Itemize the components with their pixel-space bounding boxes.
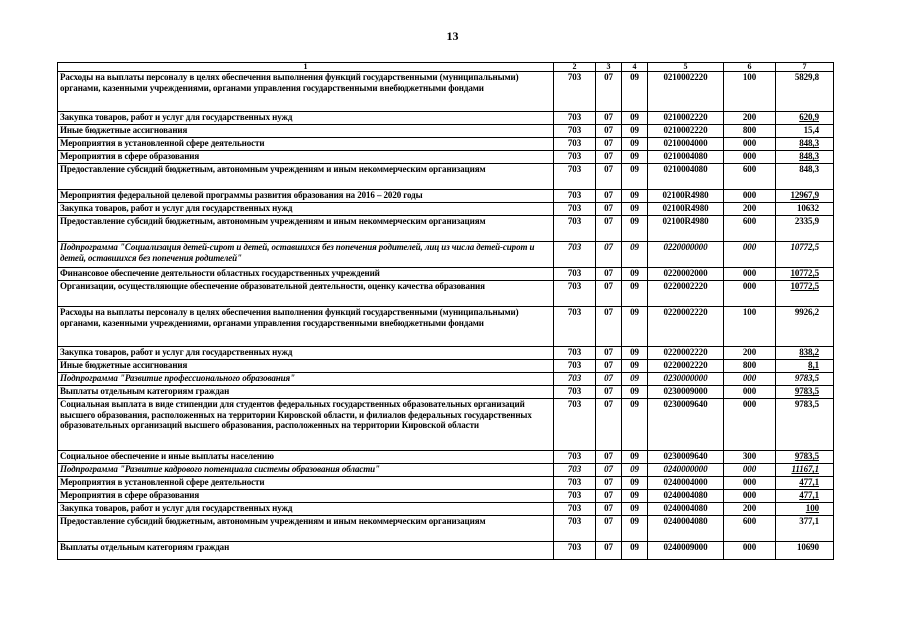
row-description: Подпрограмма "Социализация детей-сирот и детей, оставшихся без попечения родителей, лиц из числа детей-сирот и детей, оставшихся без попечения родителей" xyxy=(58,242,554,268)
amount-value: 12967,9 xyxy=(776,190,834,203)
target-article-code: 0240004080 xyxy=(648,503,724,516)
ministry-code: 703 xyxy=(554,268,596,281)
section-code: 07 xyxy=(596,503,622,516)
expense-type-code: 300 xyxy=(724,451,776,464)
row-description: Закупка товаров, работ и услуг для государственных нужд xyxy=(58,203,554,216)
subsection-code: 09 xyxy=(622,138,648,151)
page-number: 13 xyxy=(446,29,459,43)
ministry-code: 703 xyxy=(554,125,596,138)
target-article-code: 0240004000 xyxy=(648,477,724,490)
amount-value: 100 xyxy=(776,503,834,516)
row-description: Предоставление субсидий бюджетным, автономным учреждениям и иным некоммерческим организациям xyxy=(58,516,554,542)
subsection-code: 09 xyxy=(622,203,648,216)
target-article-code: 0210004080 xyxy=(648,164,724,190)
ministry-code: 703 xyxy=(554,72,596,112)
expense-type-code: 600 xyxy=(724,164,776,190)
target-article-code: 0220002220 xyxy=(648,347,724,360)
table-row xyxy=(58,216,834,242)
ministry-code: 703 xyxy=(554,516,596,542)
column-number: 3 xyxy=(596,63,622,72)
target-article-code: 0210002220 xyxy=(648,72,724,112)
row-description: Мероприятия в установленной сфере деятельности xyxy=(58,477,554,490)
amount-value: 2335,9 xyxy=(776,216,834,242)
target-article-code: 0210004080 xyxy=(648,151,724,164)
expense-type-code: 000 xyxy=(724,151,776,164)
column-number: 1 xyxy=(58,63,554,72)
table-row xyxy=(58,72,834,112)
subsection-code: 09 xyxy=(622,125,648,138)
expense-type-code: 200 xyxy=(724,203,776,216)
ministry-code: 703 xyxy=(554,112,596,125)
section-code: 07 xyxy=(596,516,622,542)
section-code: 07 xyxy=(596,399,622,451)
target-article-code: 0230000000 xyxy=(648,373,724,386)
table-row xyxy=(58,164,834,190)
section-code: 07 xyxy=(596,451,622,464)
subsection-code: 09 xyxy=(622,360,648,373)
amount-value: 848,3 xyxy=(776,151,834,164)
table-body xyxy=(58,63,834,560)
section-code: 07 xyxy=(596,268,622,281)
expense-type-code: 200 xyxy=(724,347,776,360)
expense-type-code: 000 xyxy=(724,268,776,281)
expense-type-code: 000 xyxy=(724,242,776,268)
subsection-code: 09 xyxy=(622,373,648,386)
ministry-code: 703 xyxy=(554,477,596,490)
section-code: 07 xyxy=(596,542,622,560)
amount-value: 848,3 xyxy=(776,138,834,151)
subsection-code: 09 xyxy=(622,151,648,164)
section-code: 07 xyxy=(596,373,622,386)
expense-type-code: 200 xyxy=(724,503,776,516)
table-row xyxy=(58,542,834,560)
column-number: 2 xyxy=(554,63,596,72)
ministry-code: 703 xyxy=(554,490,596,503)
table-row xyxy=(58,268,834,281)
subsection-code: 09 xyxy=(622,399,648,451)
section-code: 07 xyxy=(596,360,622,373)
expense-type-code: 000 xyxy=(724,138,776,151)
section-code: 07 xyxy=(596,151,622,164)
column-number: 7 xyxy=(776,63,834,72)
ministry-code: 703 xyxy=(554,399,596,451)
ministry-code: 703 xyxy=(554,203,596,216)
amount-value: 9783,5 xyxy=(776,399,834,451)
amount-value: 9926,2 xyxy=(776,307,834,347)
row-description: Подпрограмма "Развитие профессионального образования" xyxy=(58,373,554,386)
amount-value: 11167,1 xyxy=(776,464,834,477)
target-article-code: 0230009640 xyxy=(648,451,724,464)
subsection-code: 09 xyxy=(622,281,648,307)
target-article-code: 0230009640 xyxy=(648,399,724,451)
section-code: 07 xyxy=(596,125,622,138)
subsection-code: 09 xyxy=(622,268,648,281)
table-row xyxy=(58,203,834,216)
budget-table xyxy=(57,62,834,560)
ministry-code: 703 xyxy=(554,138,596,151)
section-code: 07 xyxy=(596,72,622,112)
target-article-code: 0210004000 xyxy=(648,138,724,151)
row-description: Финансовое обеспечение деятельности областных государственных учреждений xyxy=(58,268,554,281)
row-description: Выплаты отдельным категориям граждан xyxy=(58,386,554,399)
table-row xyxy=(58,490,834,503)
target-article-code: 0240009000 xyxy=(648,542,724,560)
ministry-code: 703 xyxy=(554,360,596,373)
expense-type-code: 100 xyxy=(724,72,776,112)
section-code: 07 xyxy=(596,386,622,399)
amount-value: 10772,5 xyxy=(776,268,834,281)
table-row xyxy=(58,477,834,490)
expense-type-code: 000 xyxy=(724,373,776,386)
target-article-code: 0220000000 xyxy=(648,242,724,268)
row-description: Мероприятия федеральной целевой программы развития образования на 2016 – 2020 годы xyxy=(58,190,554,203)
target-article-code: 0220002220 xyxy=(648,360,724,373)
ministry-code: 703 xyxy=(554,386,596,399)
amount-value: 477,1 xyxy=(776,477,834,490)
target-article-code: 02100R4980 xyxy=(648,216,724,242)
subsection-code: 09 xyxy=(622,112,648,125)
row-description: Закупка товаров, работ и услуг для государственных нужд xyxy=(58,503,554,516)
amount-value: 10772,5 xyxy=(776,281,834,307)
expense-type-code: 000 xyxy=(724,464,776,477)
amount-value: 620,9 xyxy=(776,112,834,125)
section-code: 07 xyxy=(596,490,622,503)
section-code: 07 xyxy=(596,203,622,216)
expense-type-code: 000 xyxy=(724,542,776,560)
subsection-code: 09 xyxy=(622,503,648,516)
amount-value: 15,4 xyxy=(776,125,834,138)
row-description: Расходы на выплаты персоналу в целях обеспечения выполнения функций государственными (муниципальными) органами, казенными учреждениями, органами управления государственными внебюджетными фондами xyxy=(58,307,554,347)
row-description: Предоставление субсидий бюджетным, автономным учреждениям и иным некоммерческим организациям xyxy=(58,216,554,242)
target-article-code: 0240004080 xyxy=(648,516,724,542)
expense-type-code: 000 xyxy=(724,399,776,451)
row-description: Предоставление субсидий бюджетным, автономным учреждениям и иным некоммерческим организациям xyxy=(58,164,554,190)
ministry-code: 703 xyxy=(554,373,596,386)
table-row xyxy=(58,242,834,268)
subsection-code: 09 xyxy=(622,307,648,347)
row-description: Иные бюджетные ассигнования xyxy=(58,360,554,373)
expense-type-code: 800 xyxy=(724,360,776,373)
amount-value: 10690 xyxy=(776,542,834,560)
row-description: Мероприятия в сфере образования xyxy=(58,490,554,503)
target-article-code: 02100R4980 xyxy=(648,203,724,216)
table-row xyxy=(58,516,834,542)
table-row xyxy=(58,151,834,164)
column-number-row xyxy=(58,63,834,72)
target-article-code: 0210002220 xyxy=(648,125,724,138)
expense-type-code: 000 xyxy=(724,477,776,490)
target-article-code: 0220002220 xyxy=(648,281,724,307)
table-row xyxy=(58,307,834,347)
section-code: 07 xyxy=(596,307,622,347)
amount-value: 477,1 xyxy=(776,490,834,503)
subsection-code: 09 xyxy=(622,347,648,360)
table-row xyxy=(58,190,834,203)
subsection-code: 09 xyxy=(622,190,648,203)
table-row xyxy=(58,451,834,464)
table-row xyxy=(58,112,834,125)
subsection-code: 09 xyxy=(622,216,648,242)
subsection-code: 09 xyxy=(622,490,648,503)
row-description: Закупка товаров, работ и услуг для государственных нужд xyxy=(58,112,554,125)
ministry-code: 703 xyxy=(554,542,596,560)
amount-value: 9783,5 xyxy=(776,386,834,399)
ministry-code: 703 xyxy=(554,451,596,464)
subsection-code: 09 xyxy=(622,164,648,190)
section-code: 07 xyxy=(596,347,622,360)
section-code: 07 xyxy=(596,190,622,203)
column-number: 4 xyxy=(622,63,648,72)
subsection-code: 09 xyxy=(622,386,648,399)
section-code: 07 xyxy=(596,216,622,242)
row-description: Иные бюджетные ассигнования xyxy=(58,125,554,138)
subsection-code: 09 xyxy=(622,542,648,560)
section-code: 07 xyxy=(596,138,622,151)
amount-value: 848,3 xyxy=(776,164,834,190)
target-article-code: 02100R4980 xyxy=(648,190,724,203)
amount-value: 10772,5 xyxy=(776,242,834,268)
ministry-code: 703 xyxy=(554,281,596,307)
ministry-code: 703 xyxy=(554,347,596,360)
row-description: Организации, осуществляющие обеспечение образовательной деятельности, оценку качества образования xyxy=(58,281,554,307)
table-row xyxy=(58,373,834,386)
ministry-code: 703 xyxy=(554,164,596,190)
amount-value: 10632 xyxy=(776,203,834,216)
row-description: Социальное обеспечение и иные выплаты населению xyxy=(58,451,554,464)
target-article-code: 0220002000 xyxy=(648,268,724,281)
table-row xyxy=(58,138,834,151)
expense-type-code: 800 xyxy=(724,125,776,138)
row-description: Мероприятия в установленной сфере деятельности xyxy=(58,138,554,151)
ministry-code: 703 xyxy=(554,216,596,242)
amount-value: 377,1 xyxy=(776,516,834,542)
ministry-code: 703 xyxy=(554,190,596,203)
expense-type-code: 000 xyxy=(724,281,776,307)
table-row xyxy=(58,360,834,373)
row-description: Социальная выплата в виде стипендии для студентов федеральных государственных образовательных организаций высшего образования, расположенных на территории Кировской области, и филиалов федеральных государственных образовательных организаций высшего образования, расположенных на территории Кировской области xyxy=(58,399,554,451)
expense-type-code: 000 xyxy=(724,386,776,399)
amount-value: 838,2 xyxy=(776,347,834,360)
amount-value: 8,1 xyxy=(776,360,834,373)
subsection-code: 09 xyxy=(622,242,648,268)
section-code: 07 xyxy=(596,281,622,307)
section-code: 07 xyxy=(596,164,622,190)
table-row xyxy=(58,503,834,516)
section-code: 07 xyxy=(596,477,622,490)
expense-type-code: 100 xyxy=(724,307,776,347)
subsection-code: 09 xyxy=(622,516,648,542)
row-description: Расходы на выплаты персоналу в целях обеспечения выполнения функций государственными (муниципальными) органами, казенными учреждениями, органами управления государственными внебюджетными фондами xyxy=(58,72,554,112)
target-article-code: 0210002220 xyxy=(648,112,724,125)
table-row xyxy=(58,386,834,399)
expense-type-code: 000 xyxy=(724,190,776,203)
target-article-code: 0240004080 xyxy=(648,490,724,503)
target-article-code: 0240000000 xyxy=(648,464,724,477)
subsection-code: 09 xyxy=(622,464,648,477)
section-code: 07 xyxy=(596,464,622,477)
row-description: Подпрограмма "Развитие кадрового потенциала системы образования области" xyxy=(58,464,554,477)
ministry-code: 703 xyxy=(554,464,596,477)
target-article-code: 0220002220 xyxy=(648,307,724,347)
subsection-code: 09 xyxy=(622,477,648,490)
expense-type-code: 000 xyxy=(724,490,776,503)
section-code: 07 xyxy=(596,112,622,125)
amount-value: 9783,5 xyxy=(776,373,834,386)
amount-value: 9783,5 xyxy=(776,451,834,464)
column-number: 6 xyxy=(724,63,776,72)
expense-type-code: 200 xyxy=(724,112,776,125)
section-code: 07 xyxy=(596,242,622,268)
amount-value: 5829,8 xyxy=(776,72,834,112)
column-number: 5 xyxy=(648,63,724,72)
table-row xyxy=(58,125,834,138)
expense-type-code: 600 xyxy=(724,516,776,542)
expense-type-code: 600 xyxy=(724,216,776,242)
ministry-code: 703 xyxy=(554,503,596,516)
row-description: Мероприятия в сфере образования xyxy=(58,151,554,164)
row-description: Закупка товаров, работ и услуг для государственных нужд xyxy=(58,347,554,360)
ministry-code: 703 xyxy=(554,242,596,268)
table-row xyxy=(58,399,834,451)
subsection-code: 09 xyxy=(622,72,648,112)
target-article-code: 0230009000 xyxy=(648,386,724,399)
table-row xyxy=(58,464,834,477)
row-description: Выплаты отдельным категориям граждан xyxy=(58,542,554,560)
subsection-code: 09 xyxy=(622,451,648,464)
ministry-code: 703 xyxy=(554,151,596,164)
table-row xyxy=(58,347,834,360)
ministry-code: 703 xyxy=(554,307,596,347)
table-row xyxy=(58,281,834,307)
